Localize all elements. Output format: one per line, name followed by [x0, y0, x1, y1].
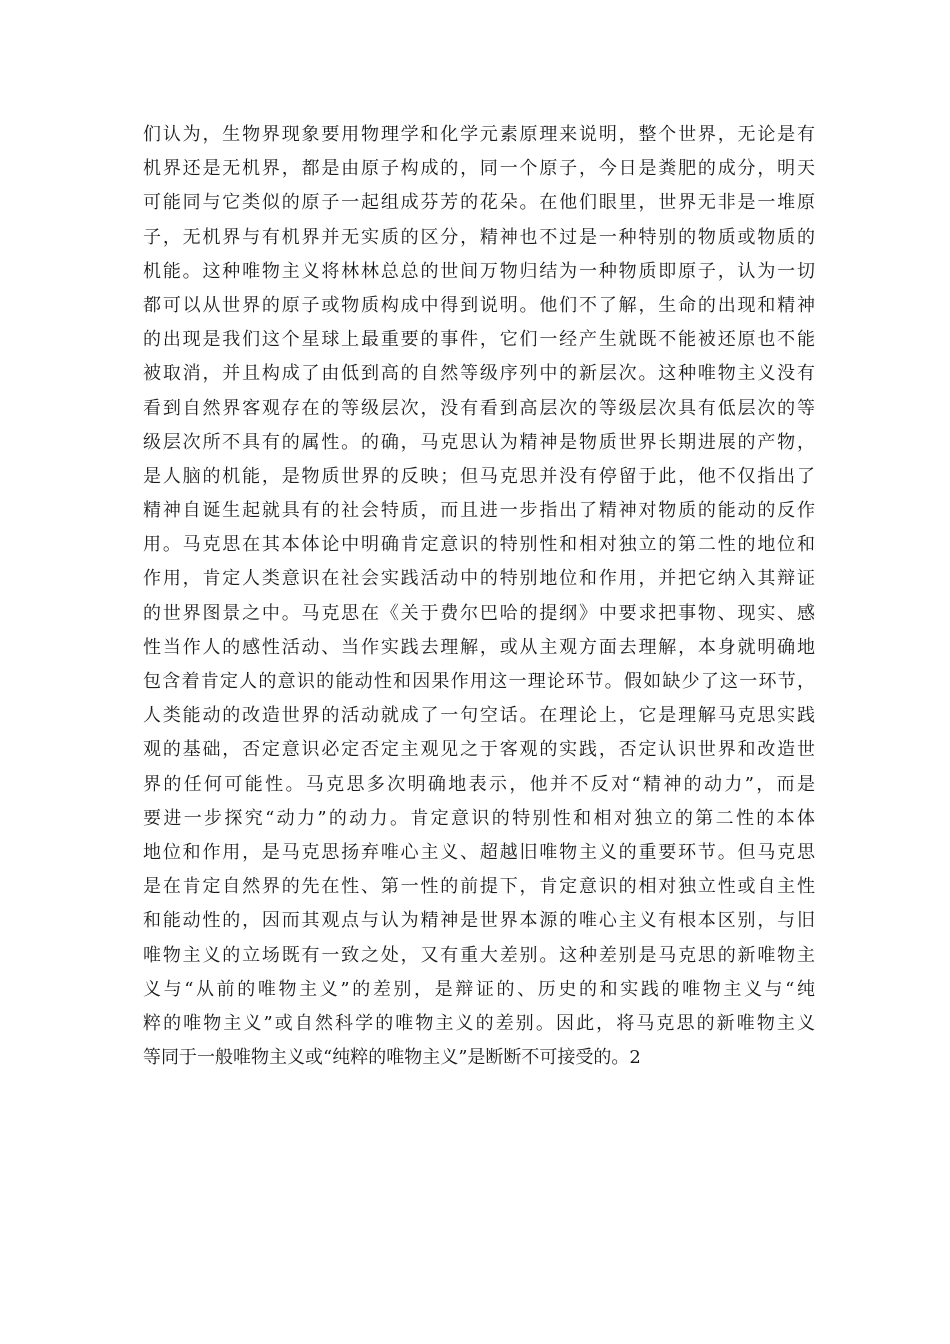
text-line: 是人脑的机能，是物质世界的反映；但马克思并没有停留于此，他不仅指出了	[143, 465, 815, 487]
text-line: 的世界图景之中。马克思在《关于费尔巴哈的提纲》中要求把事物、现实、感	[143, 602, 815, 624]
text-line: 唯物主义的立场既有一致之处，又有重大差别。这种差别是马克思的新唯物主	[143, 944, 815, 966]
text-line: 都可以从世界的原子或物质构成中得到说明。他们不了解，生命的出现和精神	[143, 294, 815, 316]
text-line: 地位和作用，是马克思扬弃唯心主义、超越旧唯物主义的重要环节。但马克思	[143, 841, 815, 863]
text-line: 观的基础，否定意识必定否定主观见之于客观的实践，否定认识世界和改造世	[143, 739, 815, 761]
text-line: 被取消，并且构成了由低到高的自然等级序列中的新层次。这种唯物主义没有	[143, 363, 815, 385]
body-paragraph	[143, 118, 815, 1075]
text-line: 级层次所不具有的属性。的确，马克思认为精神是物质世界长期进展的产物，	[143, 431, 815, 453]
text-line: 性当作人的感性活动、当作实践去理解，或从主观方面去理解，本身就明确地	[143, 636, 815, 658]
text-line: 和能动性的，因而其观点与认为精神是世界本源的唯心主义有根本区别，与旧	[143, 910, 815, 932]
text-line: 子，无机界与有机界并无实质的区分，精神也不过是一种特别的物质或物质的	[143, 226, 815, 248]
text-line: 义与“从前的唯物主义”的差别，是辩证的、历史的和实践的唯物主义与“纯	[143, 978, 815, 1000]
text-line: 人类能动的改造世界的活动就成了一句空话。在理论上，它是理解马克思实践	[143, 705, 815, 727]
text-line: 机能。这种唯物主义将林林总总的世间万物归结为一种物质即原子，认为一切	[143, 260, 815, 282]
text-line: 界的任何可能性。马克思多次明确地表示，他并不反对“精神的动力”，而是	[143, 773, 815, 795]
text-line: 要进一步探究“动力”的动力。肯定意识的特别性和相对独立的第二性的本体	[143, 807, 815, 829]
text-line: 可能同与它类似的原子一起组成芬芳的花朵。在他们眼里，世界无非是一堆原	[143, 192, 815, 214]
text-line: 作用，肯定人类意识在社会实践活动中的特别地位和作用，并把它纳入其辩证	[143, 568, 815, 590]
text-line: 包含着肯定人的意识的能动性和因果作用这一理论环节。假如缺少了这一环节，	[143, 671, 815, 692]
text-line: 看到自然界客观存在的等级层次，没有看到高层次的等级层次具有低层次的等	[143, 397, 815, 419]
text-line: 用。马克思在其本体论中明确肯定意识的特别性和相对独立的第二性的地位和	[143, 534, 815, 556]
text-line: 精神自诞生起就具有的社会特质，而且进一步指出了精神对物质的能动的反作	[143, 500, 815, 522]
text-line: 粹的唯物主义”或自然科学的唯物主义的差别。因此，将马克思的新唯物主义	[143, 1012, 815, 1034]
text-line: 们认为，生物界现象要用物理学和化学元素原理来说明，整个世界，无论是有	[143, 124, 815, 145]
text-line: 是在肯定自然界的先在性、第一性的前提下，肯定意识的相对独立性或自主性	[143, 876, 815, 898]
text-line: 等同于一般唯物主义或“纯粹的唯物主义”是断断不可接受的。2	[143, 1047, 641, 1069]
text-line: 的出现是我们这个星球上最重要的事件，它们一经产生就既不能被还原也不能	[143, 329, 815, 351]
text-line: 机界还是无机界，都是由原子构成的，同一个原子，今日是粪肥的成分，明天	[143, 158, 815, 180]
